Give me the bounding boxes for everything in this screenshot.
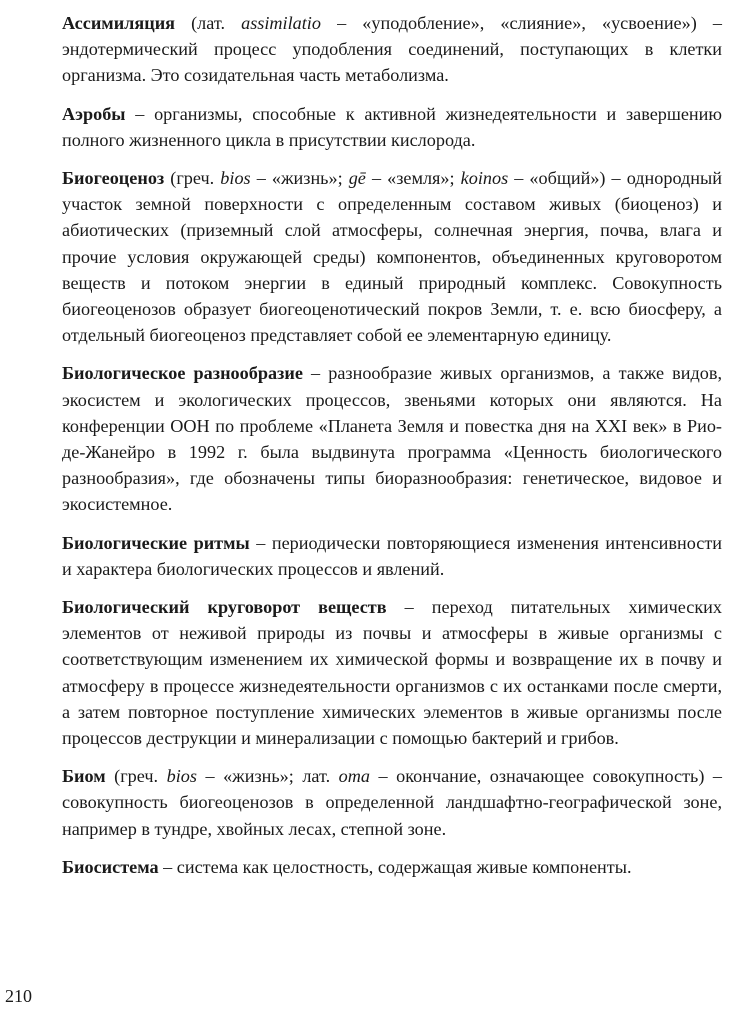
entry-text: – «уподобление», «слияние», «усвоение») – эндотермический процесс уподобления соединений, поступающих в клетки организма. Это созидательная часть метаболизма.	[62, 13, 722, 86]
entry-foreign-word: bios	[166, 766, 197, 787]
page-number: 210	[5, 986, 32, 1006]
glossary-entry	[62, 101, 722, 153]
entry-text: – система как целостность, содержащая живые компоненты.	[158, 856, 632, 877]
entry-term: Ассимиляция	[62, 13, 176, 33]
entry-text: – периодически повторяющиеся изменения интенсивности и характера биологических процессов и явлений.	[62, 532, 722, 579]
entry-term: Биогеоценоз	[62, 168, 165, 189]
entry-term: Биологический круговорот веществ	[62, 597, 387, 618]
entry-foreign-word: assimilatio	[241, 13, 321, 33]
entry-text: – «жизнь»; лат.	[196, 766, 339, 787]
entry-foreign-word: gē	[348, 168, 366, 189]
entry-text: (греч.	[105, 766, 167, 787]
entry-term: Биом	[62, 766, 106, 787]
glossary-entry	[62, 854, 722, 880]
entry-foreign-word: bios	[220, 168, 251, 189]
entry-text: – окончание, означающее совокупность) – совокупность биогеоценозов в определенной ландшафтно-географической зоне, например в тундре, хвойных лесах, степной зоне.	[62, 766, 722, 839]
glossary-entry	[62, 530, 722, 582]
entry-foreign-word: koinos	[460, 168, 509, 189]
entry-foreign-word: oma	[338, 766, 370, 787]
glossary-entry	[62, 10, 722, 89]
glossary-entry	[62, 165, 722, 348]
glossary-entry	[62, 763, 722, 842]
entry-text: – «общий») – однородный участок земной поверхности с определенным составом живых (биоценоз) и абиотических (приземный слой атмосферы, солнечная энергия, почва, влага и прочие условия окружающей среды) компонентов, объединенных круговоротом веществ и потоком энергии в единый природный комплекс. Совокупность биогеоценозов образует биогеоценотический покров Земли, т. е. всю биосферу, а отдельный биогеоценоз представляет собой ее элементарную единицу.	[62, 168, 722, 346]
entry-text: – разнообразие живых организмов, а также видов, экосистем и экологических процессов, звеньями которых они являются. На конференции ООН по проблеме «Планета Земля и повестка дня на XXI век» в Рио-де-Жанейро в 1992 г. была выдвинута программа «Ценность биологического разнообразия», где обозначены типы биоразнообразия: генетическое, видовое и экосистемное.	[62, 363, 722, 515]
entry-text: – организмы, способные к активной жизнедеятельности и завершению полного жизненного цикла в присутствии кислорода.	[62, 103, 722, 150]
entry-term: Биологическое разнообразие	[62, 363, 303, 384]
entry-term: Аэробы	[62, 103, 126, 124]
glossary-entry	[62, 360, 722, 517]
entry-term: Биологические ритмы	[62, 532, 250, 553]
entry-text: – переход питательных химических элементов от неживой природы из почвы и атмосферы в живые организмы с соответствующим изменением их химической формы и возвращение их в почву и атмосферу в процессе жизнедеятельности организмов с их останками после смерти, а затем повторное поступление химических элементов в живые организмы после процессов деструкции и минерализации с помощью бактерий и грибов.	[62, 597, 722, 749]
glossary-entry	[62, 594, 722, 751]
entry-text: (лат.	[175, 13, 242, 33]
entry-term: Биосистема	[62, 856, 159, 877]
entry-text: (греч.	[164, 168, 221, 189]
entry-text: – «земля»;	[365, 168, 461, 189]
entry-text: – «жизнь»;	[250, 168, 349, 189]
glossary-page	[62, 10, 722, 892]
